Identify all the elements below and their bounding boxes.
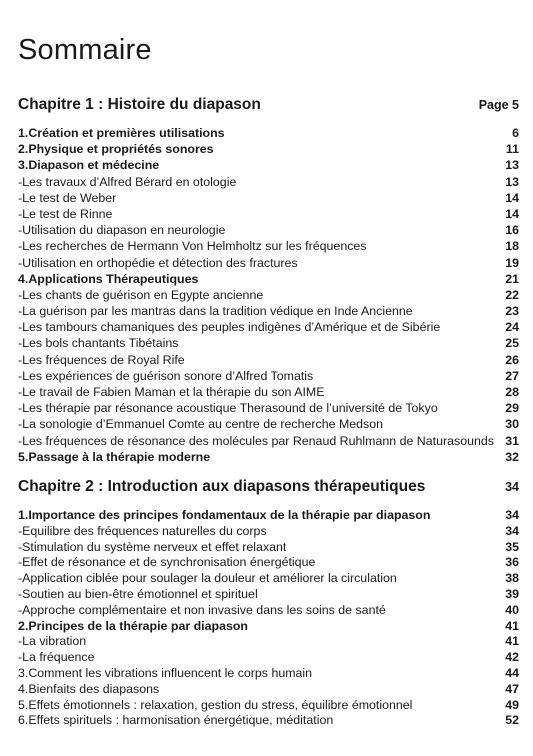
- toc-entry-label: 4.Bienfaits des diapasons: [18, 681, 160, 696]
- toc-entry-page: 14: [505, 206, 519, 221]
- toc-entry[interactable]: [18, 400, 519, 416]
- toc-entry-page: 40: [505, 602, 519, 617]
- toc-entry[interactable]: [18, 649, 519, 665]
- toc-entry-label: -La guérison par les mantras dans la tradition védique en Inde Ancienne: [18, 304, 413, 319]
- toc-entry-label: -Equilibre des fréquences naturelles du corps: [18, 523, 267, 538]
- toc-entry[interactable]: [18, 174, 519, 190]
- toc-entry[interactable]: [18, 287, 519, 303]
- toc-entry-label: -Application ciblée pour soulager la douleur et améliorer la circulation: [18, 571, 397, 586]
- toc-entry-page: 36: [505, 555, 519, 570]
- toc-entry[interactable]: [18, 255, 519, 271]
- toc-entry-label: -Stimulation du système nerveux et effet relaxant: [18, 539, 287, 554]
- toc-entry-page: 30: [505, 417, 519, 432]
- toc-entry-label: -Les thérapie par résonance acoustique Therasound de l’université de Tokyo: [18, 401, 438, 416]
- toc-entry-label: -Les chants de guérison en Egypte ancienne: [18, 287, 264, 302]
- toc-entry-label: -Soutien au bien-être émotionnel et spirituel: [18, 586, 258, 601]
- toc-entry[interactable]: [18, 681, 519, 697]
- toc-entry-label: -Les fréquences de résonance des molécules par Renaud Ruhlmann de Naturasounds: [18, 433, 494, 448]
- toc-entry[interactable]: [18, 697, 519, 713]
- toc-entry-page: 41: [505, 618, 519, 633]
- toc-entry-label: 5.Passage à la thérapie moderne: [18, 449, 211, 464]
- toc-entry-label: -Les bols chantants Tibétains: [18, 336, 179, 351]
- toc-entry-label: -La vibration: [18, 634, 87, 649]
- toc-entry-label: 3.Diapason et médecine: [18, 158, 160, 173]
- toc-entry-page: 28: [505, 385, 519, 399]
- toc-entry-page: 41: [505, 634, 519, 649]
- chapter-page: Page 5: [478, 98, 519, 112]
- toc-entry-page: 47: [505, 681, 519, 696]
- toc-entry[interactable]: [18, 190, 519, 206]
- toc-entry-page: 38: [505, 571, 519, 586]
- toc-entry[interactable]: [18, 352, 519, 368]
- toc-entry-page: 25: [505, 336, 519, 351]
- toc-entry[interactable]: [18, 633, 519, 649]
- toc-entry-label: -Utilisation du diapason en neurologie: [18, 223, 226, 238]
- toc-entry[interactable]: [18, 586, 519, 602]
- toc-entry-label: -Les tambours chamaniques des peuples indigènes d’Amérique et de Sibérie: [18, 320, 441, 335]
- toc-entry-page: 44: [505, 665, 519, 680]
- toc-entry-page: 27: [505, 368, 519, 383]
- toc-entry-label: 2.Physique et propriétés sonores: [18, 142, 214, 157]
- toc-entry[interactable]: [18, 507, 519, 523]
- toc-entry-label: 2.Principes de la thérapie par diapason: [18, 618, 248, 633]
- toc-entry-label: -Les travaux d’Alfred Bérard en otologie: [18, 174, 237, 189]
- toc-entry[interactable]: [18, 712, 519, 728]
- toc-entry-page: 29: [505, 401, 519, 416]
- toc-entry-page: 14: [505, 190, 519, 205]
- toc-entry[interactable]: [18, 157, 519, 173]
- toc-entry-page: 49: [505, 697, 519, 712]
- toc-entry-label: -Les expériences de guérison sonore d’Alfred Tomatis: [18, 368, 314, 383]
- toc-entry[interactable]: [18, 665, 519, 681]
- toc-entry-page: 32: [505, 449, 519, 464]
- toc-entry-label: -Utilisation en orthopédie et détection des fractures: [18, 255, 298, 270]
- toc-entry-page: 52: [505, 713, 519, 728]
- toc-entry[interactable]: [18, 222, 519, 238]
- toc-entry-page: 34: [505, 508, 519, 522]
- chapter-2-entries: [18, 507, 519, 728]
- toc-entry-page: 26: [505, 352, 519, 367]
- toc-entry[interactable]: [18, 238, 519, 254]
- toc-entry-page: 31: [505, 433, 519, 448]
- toc-entry-page: 16: [505, 223, 519, 238]
- toc-entry-label: -La fréquence: [18, 650, 95, 665]
- toc-entry[interactable]: [18, 206, 519, 222]
- toc-entry-page: 21: [505, 271, 519, 286]
- chapter-page: 34: [505, 480, 519, 494]
- toc-entry[interactable]: [18, 433, 519, 449]
- toc-entry-label: 3.Comment les vibrations influencent le corps humain: [18, 665, 313, 680]
- toc-entry[interactable]: [18, 449, 519, 465]
- toc-entry-page: 13: [505, 158, 519, 173]
- toc-entry-page: 23: [505, 304, 519, 319]
- toc-entry-label: -La sonologie d’Emmanuel Comte au centre de recherche Medson: [18, 417, 384, 432]
- chapter-2-heading: [18, 478, 519, 500]
- toc-entry-label: 5.Effets émotionnels : relaxation, gestion du stress, équilibre émotionnel: [18, 697, 413, 712]
- toc-entry-label: -Le test de Weber: [18, 190, 117, 205]
- toc-entry[interactable]: [18, 141, 519, 157]
- toc-entry[interactable]: [18, 319, 519, 335]
- toc-entry[interactable]: [18, 335, 519, 351]
- toc-entry-label: -Effet de résonance et de synchronisation énergétique: [18, 555, 316, 570]
- toc-entry-page: 24: [505, 320, 519, 335]
- page-title: Sommaire: [18, 34, 152, 66]
- toc-entry-page: 34: [505, 523, 519, 538]
- toc-entry[interactable]: [18, 523, 519, 539]
- toc-entry[interactable]: [18, 303, 519, 319]
- chapter-1-entries: [18, 125, 519, 465]
- toc-entry-page: 18: [505, 239, 519, 254]
- toc-entry-page: 19: [505, 255, 519, 270]
- toc-entry[interactable]: [18, 570, 519, 586]
- toc-entry[interactable]: [18, 602, 519, 618]
- toc-entry-label: -Le travail de Fabien Maman et la thérapie du son AIME: [18, 385, 325, 399]
- toc-entry[interactable]: [18, 618, 519, 634]
- chapter-title: Chapitre 1 : Histoire du diapason: [18, 96, 261, 113]
- toc-entry-page: 39: [505, 586, 519, 601]
- toc-entry[interactable]: [18, 125, 519, 141]
- toc-entry-label: -Les recherches de Hermann Von Helmholtz sur les fréquences: [18, 239, 367, 254]
- toc-entry[interactable]: [18, 368, 519, 384]
- toc-entry-label: -Le test de Rinne: [18, 206, 113, 221]
- toc-entry[interactable]: [18, 271, 519, 287]
- toc-entry-label: 4.Applications Thérapeutiques: [18, 271, 199, 286]
- toc-entry-page: 13: [505, 174, 519, 189]
- toc-entry[interactable]: [18, 384, 519, 400]
- toc-entry[interactable]: [18, 554, 519, 570]
- toc-entry-page: 35: [505, 539, 519, 554]
- toc-entry-page: 6: [512, 126, 519, 140]
- toc-entry-page: 42: [505, 650, 519, 665]
- chapter-title: Chapitre 2 : Introduction aux diapasons thérapeutiques: [18, 478, 426, 495]
- toc-entry-label: -Approche complémentaire et non invasive dans les soins de santé: [18, 602, 386, 617]
- toc-entry-label: 1.Création et premières utilisations: [18, 126, 225, 140]
- toc-entry-page: 11: [505, 142, 519, 157]
- toc-entry-page: 22: [505, 287, 519, 302]
- toc-entry[interactable]: [18, 539, 519, 555]
- toc-entry[interactable]: [18, 416, 519, 432]
- toc-entry-label: -Les fréquences de Royal Rife: [18, 352, 185, 367]
- toc-entry-label: 6.Effets spirituels : harmonisation énergétique, méditation: [18, 713, 334, 728]
- toc-entry-label: 1.Importance des principes fondamentaux de la thérapie par diapason: [18, 508, 431, 522]
- chapter-1-heading: [18, 96, 519, 118]
